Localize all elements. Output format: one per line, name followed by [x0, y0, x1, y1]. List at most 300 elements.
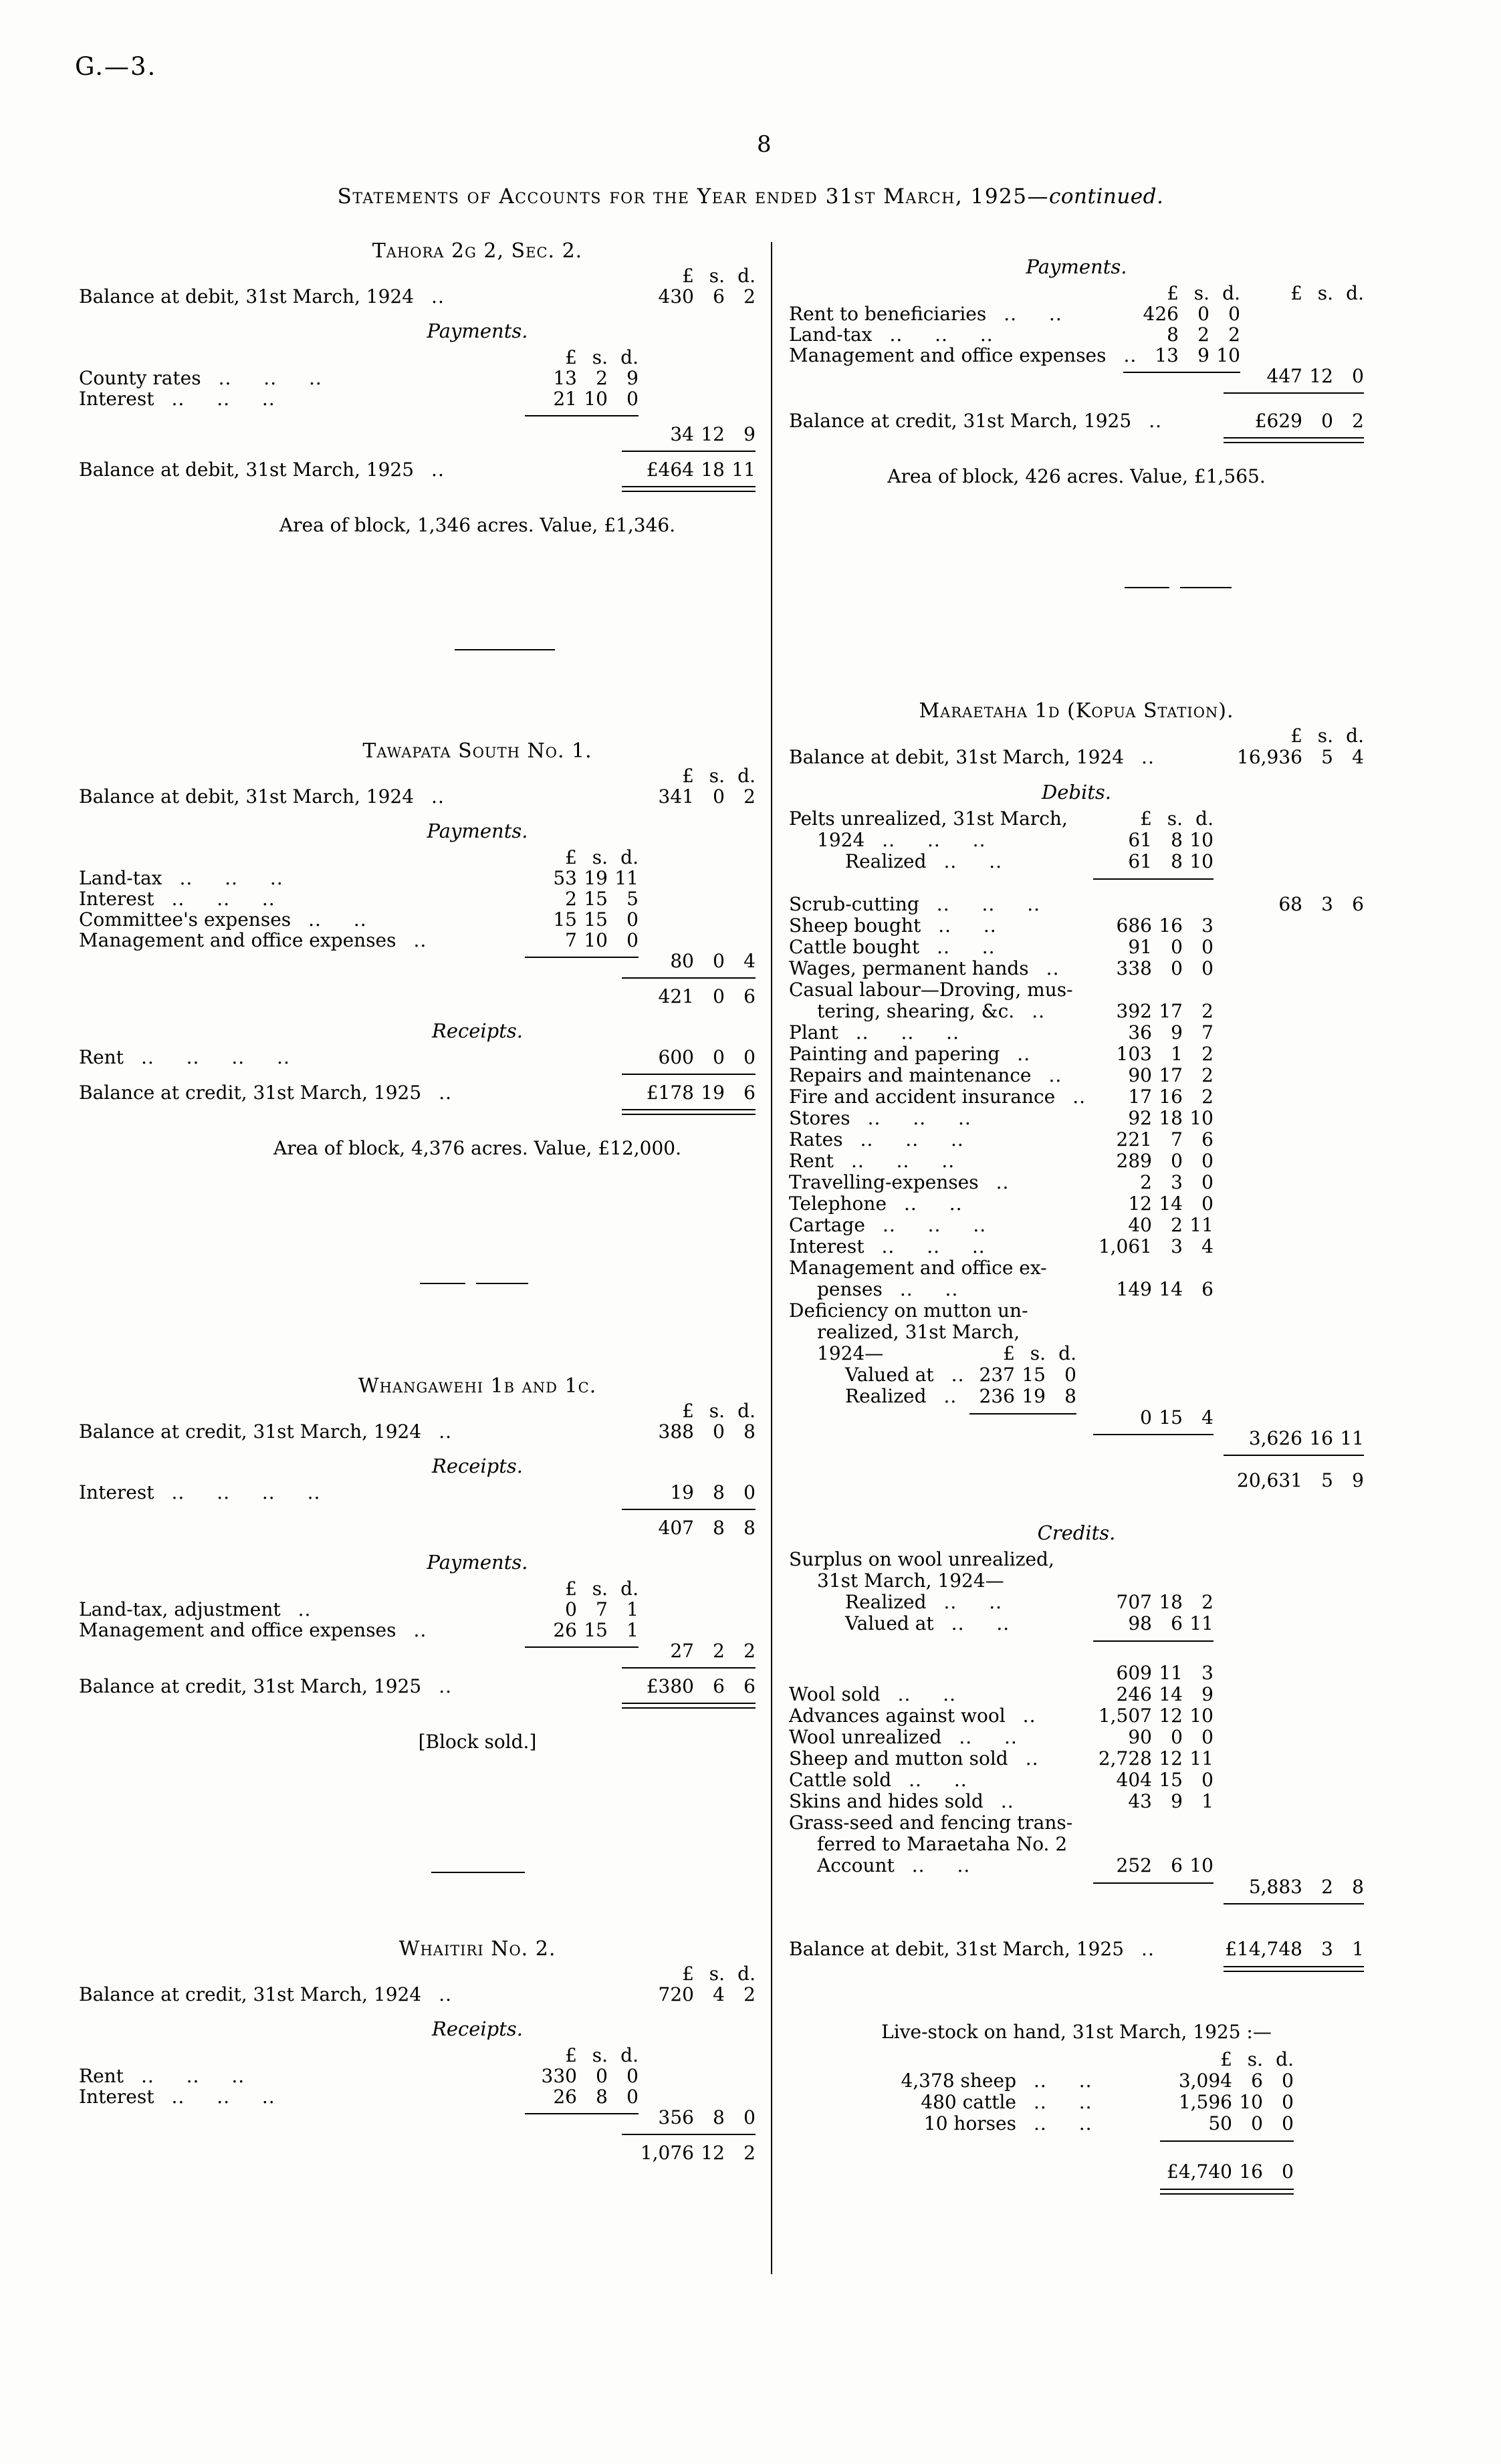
leader-dots: .. — [1072, 1086, 1086, 1108]
rule-line — [1093, 1882, 1214, 1884]
amount-part: d. — [737, 265, 756, 287]
amount-part: 6 — [743, 1082, 756, 1104]
ledger-line — [789, 850, 1364, 872]
note: Live-stock on hand, 31st March, 1925 :— — [881, 2021, 1272, 2043]
amount-part: 7 — [596, 1598, 608, 1620]
amount-part: 14 — [1159, 1278, 1183, 1300]
section-divider — [420, 1283, 528, 1284]
amount — [960, 1364, 1076, 1386]
amount-part: 2 — [1352, 410, 1364, 432]
amount-part: 9 — [1352, 1469, 1364, 1491]
amount-part: £ — [682, 765, 694, 787]
page-title-dash: — — [1027, 184, 1050, 209]
leader-dots: .. — [439, 1983, 453, 2005]
amount-part: 13 — [553, 367, 577, 389]
amount-part: £629 — [1254, 410, 1302, 432]
leader-dots: .. — [413, 1619, 427, 1641]
amount-part: 8 — [743, 1517, 756, 1539]
amount-part: 80 — [670, 950, 694, 972]
amount-part: s. — [1317, 725, 1333, 747]
subheading: Payments. — [1026, 255, 1127, 278]
amount-part: 16 — [1309, 1427, 1333, 1449]
amount — [522, 2044, 639, 2066]
amount-part: £464 — [646, 459, 694, 481]
amount — [1097, 914, 1214, 937]
amount-part: 1,507 — [1098, 1705, 1152, 1727]
amount-part: 2 — [1228, 324, 1240, 346]
ledger-line — [79, 985, 756, 1006]
rule-line — [1160, 2140, 1294, 2142]
rule — [789, 1896, 1364, 1918]
subheading: Receipts. — [432, 2017, 523, 2040]
ledger-label: Balance at debit, 31st March, 1925 — [789, 1938, 1125, 1960]
ledger-label: Sheep bought — [789, 914, 921, 937]
leader-dots: .. .. .. — [889, 324, 994, 346]
amount — [1097, 1683, 1214, 1705]
amount — [639, 950, 756, 972]
ledger-line — [789, 1043, 1364, 1064]
ledger-line — [789, 2070, 1364, 2091]
ledger-label: County rates — [79, 367, 201, 389]
subheading: Credits. — [1037, 1521, 1116, 1544]
amount-part: 14 — [1159, 1193, 1183, 1215]
section-divider — [1125, 587, 1232, 588]
ledger-line — [789, 2091, 1364, 2112]
amount — [1097, 1406, 1214, 1429]
ledger-label: Balance at credit, 31st March, 1925 — [789, 410, 1132, 432]
ledger-line — [789, 2048, 1364, 2070]
rule — [789, 1406, 1364, 1427]
section-tahora — [79, 239, 756, 535]
spacer — [789, 400, 1364, 410]
ledger-label: Plant — [789, 1021, 838, 1043]
rule — [789, 872, 1364, 893]
rule-line — [622, 1509, 756, 1510]
section-title: Maraetaha 1d (Kopua Station). — [919, 699, 1234, 723]
amount-part: 92 — [1128, 1107, 1152, 1129]
ledger-label: Management and office expenses — [79, 1619, 396, 1641]
amount — [639, 765, 756, 787]
ledger-line — [789, 1171, 1364, 1193]
amount-part: 68 — [1278, 893, 1302, 915]
amount-part: £4,740 — [1167, 2161, 1232, 2183]
amount — [522, 867, 639, 889]
amount — [639, 2106, 756, 2128]
amount-part: 8 — [1171, 850, 1183, 872]
amount-part: 0 — [713, 950, 725, 972]
amount-part: 26 — [553, 2086, 577, 2108]
amount-part: d. — [620, 1578, 639, 1600]
amount-part: 103 — [1116, 1043, 1152, 1065]
ledger-label: Balance at credit, 31st March, 1925 — [79, 1675, 422, 1697]
subheading: Receipts. — [432, 1019, 523, 1042]
leader-dots: .. .. — [937, 936, 996, 958]
amount — [639, 1640, 756, 1662]
ledger-line — [789, 746, 1364, 767]
amount-part: 0 — [1140, 1406, 1152, 1429]
amount-part: £ — [1220, 2048, 1232, 2070]
amount-part: 8 — [596, 2086, 608, 2108]
amount — [522, 1619, 639, 1641]
amount-part: 0 — [743, 1481, 756, 1503]
ledger-label: Land-tax — [789, 324, 873, 346]
ledger-line — [789, 1790, 1364, 1812]
ledger-line — [789, 1235, 1364, 1257]
amount-part: £ — [565, 2044, 577, 2066]
leader-dots: .. .. .. — [140, 2065, 245, 2087]
leader-dots: .. — [439, 1421, 453, 1443]
amount-part: 11 — [1189, 1214, 1214, 1236]
leader-dots: .. — [431, 459, 445, 481]
amount-part: 0 — [1171, 1726, 1183, 1748]
amount-part: s. — [592, 2044, 608, 2066]
ledger-line — [79, 346, 756, 367]
rule-line — [622, 977, 756, 979]
ledger-label: realized, 31st March, — [817, 1321, 1020, 1343]
ledger-line — [79, 1046, 756, 1067]
amount-part: 0 — [743, 2106, 756, 2128]
ledger-label: Fire and accident insurance — [789, 1086, 1056, 1108]
leader-dots: .. .. — [904, 1193, 963, 1215]
rule — [79, 1102, 756, 1117]
ledger-label: Interest — [789, 1235, 864, 1257]
amount-part: 27 — [670, 1640, 694, 1662]
ledger-line — [789, 1662, 1364, 1683]
double-rule-line — [622, 486, 756, 492]
amount — [1248, 282, 1364, 304]
amount-part: £ — [1167, 282, 1179, 304]
ledger-line — [79, 2142, 756, 2163]
ledger-label: Interest — [79, 2086, 154, 2108]
leader-dots: .. .. — [938, 914, 997, 937]
amount-part: d. — [620, 846, 639, 868]
amount-part: 330 — [541, 2065, 577, 2087]
amount-part: 6 — [1171, 1854, 1183, 1876]
leader-dots: .. — [439, 1082, 453, 1104]
amount-part: 447 — [1266, 365, 1302, 387]
ledger-line — [789, 1769, 1364, 1790]
amount — [1097, 1747, 1214, 1769]
amount-part: 61 — [1128, 850, 1152, 872]
amount-part: 9 — [1171, 1021, 1183, 1043]
amount-part: 18 — [1159, 1591, 1183, 1613]
amount-part: 6 — [743, 985, 756, 1007]
ledger-line — [789, 1278, 1364, 1300]
amount-part: 5 — [1321, 746, 1333, 768]
amount-part: 61 — [1128, 829, 1152, 851]
rule-line — [1224, 1903, 1364, 1904]
ledger-label: 1924— — [817, 1342, 884, 1364]
amount-part: 2 — [1201, 1043, 1214, 1065]
ledger-label: Casual labour—Droving, mus- — [789, 979, 1073, 1001]
amount — [1097, 1043, 1214, 1065]
amount-part: 8 — [1167, 324, 1179, 346]
ledger-label: Balance at debit, 31st March, 1925 — [79, 459, 415, 481]
amount-part: 252 — [1116, 1854, 1152, 1876]
ledger-label: ferred to Maraetaha No. 2 — [817, 1833, 1068, 1855]
amount-part: s. — [1247, 2048, 1263, 2070]
amount-part: 1 — [626, 1598, 639, 1620]
leader-dots: .. .. .. — [881, 1235, 986, 1257]
amount-part: 6 — [1201, 1278, 1214, 1300]
leader-dots: .. .. — [959, 1726, 1018, 1748]
amount — [1248, 365, 1364, 387]
ledger-line — [789, 1021, 1364, 1043]
amount-part: 15 — [584, 908, 608, 931]
amount-part: 0 — [1201, 957, 1214, 979]
amount-part: 9 — [1171, 1790, 1183, 1812]
amount — [1177, 2048, 1294, 2070]
leader-dots: .. .. .. — [882, 1214, 987, 1236]
amount-part: 388 — [658, 1421, 694, 1443]
amount-part: 0 — [1282, 2070, 1294, 2092]
amount-part: 14 — [1159, 1683, 1183, 1705]
amount — [1248, 1876, 1364, 1898]
amount — [639, 1517, 756, 1539]
amount — [639, 985, 756, 1007]
amount-part: 0 — [713, 985, 725, 1007]
amount — [1248, 893, 1364, 915]
note: Area of block, 4,376 acres. Value, £12,000. — [273, 1137, 682, 1159]
note: Area of block, 426 acres. Value, £1,565. — [887, 465, 1266, 487]
amount — [639, 1963, 756, 1985]
amount-part: 0 — [626, 2065, 639, 2087]
amount — [522, 846, 639, 868]
ledger-label: Land-tax — [79, 867, 162, 889]
amount-part: 4 — [1201, 1235, 1214, 1257]
amount-part: 6 — [1352, 893, 1364, 915]
ledger-label: 31st March, 1924— — [817, 1570, 1004, 1592]
amount-part: 16,936 — [1237, 746, 1302, 768]
rule-line — [525, 2113, 639, 2114]
ledger-line — [789, 1193, 1364, 1214]
amount-part: 8 — [713, 1517, 725, 1539]
ledger-line — [789, 1747, 1364, 1769]
amount-part: 3,094 — [1178, 2070, 1232, 2092]
amount-part: d. — [1346, 282, 1364, 304]
ledger-line — [789, 1938, 1364, 1959]
amount-part: 0 — [626, 2086, 639, 2108]
amount-part: s. — [709, 765, 725, 787]
section-divider — [455, 649, 555, 650]
rule — [79, 2127, 756, 2142]
amount-part: 2 — [1201, 1064, 1214, 1086]
spacer — [789, 2155, 1364, 2161]
amount — [1097, 1726, 1214, 1748]
amount-part: 0 — [1321, 410, 1333, 432]
amount-part: £14,748 — [1225, 1938, 1302, 1960]
amount-part: 91 — [1128, 936, 1152, 958]
amount — [1097, 829, 1214, 851]
leader-dots: .. .. .. .. — [171, 1481, 321, 1503]
ledger-label: Scrub-cutting — [789, 893, 919, 915]
leader-dots: .. .. .. — [171, 888, 275, 910]
amount-part: 356 — [658, 2106, 694, 2128]
leader-dots: .. — [1046, 957, 1060, 979]
amount-part: 53 — [553, 867, 577, 889]
ledger-line — [79, 1421, 756, 1441]
page-title — [0, 184, 1501, 209]
ledger-line — [79, 423, 756, 444]
ledger-line — [789, 936, 1364, 957]
amount-part: 8 — [743, 1421, 756, 1443]
rule-line — [622, 2134, 756, 2135]
subheading: Receipts. — [432, 1455, 523, 1477]
ledger-line — [789, 1107, 1364, 1128]
amount — [1097, 1662, 1214, 1684]
amount-part: 3 — [1321, 893, 1333, 915]
ledger-label: Advances against wool — [789, 1705, 1006, 1727]
ledger-label: Cartage — [789, 1214, 865, 1236]
ledger-line — [789, 2112, 1364, 2134]
ledger-line — [789, 1833, 1364, 1854]
amount-part: 2 — [1140, 1171, 1152, 1193]
rule — [79, 444, 756, 459]
rule — [789, 1876, 1364, 1896]
leader-dots: .. .. — [943, 1591, 1003, 1613]
rule — [789, 365, 1364, 386]
section-divider — [431, 1872, 525, 1873]
amount-part: 8 — [1064, 1385, 1076, 1407]
spacer — [789, 1918, 1364, 1938]
amount-part: 237 — [979, 1364, 1015, 1386]
ledger-line — [789, 1570, 1364, 1591]
amount-part: 10 — [1189, 850, 1214, 872]
amount-part: 98 — [1128, 1612, 1152, 1634]
double-rule-line — [1224, 1966, 1364, 1972]
amount — [639, 459, 756, 481]
ledger-label: Wool unrealized — [789, 1726, 942, 1748]
ledger-line — [789, 1591, 1364, 1612]
leader-dots: .. — [1141, 746, 1155, 768]
section-title: Whangawehi 1b and 1c. — [358, 1374, 597, 1398]
amount-part: 11 — [614, 867, 639, 889]
ledger-line — [79, 388, 756, 408]
amount-part: 2 — [1171, 1214, 1183, 1236]
ledger-line — [79, 765, 756, 785]
amount-part: 11 — [1159, 1662, 1183, 1684]
ledger-line — [789, 1128, 1364, 1150]
rule-line — [525, 1646, 639, 1648]
amount-part: 0 — [743, 1046, 756, 1068]
ledger-label: Skins and hides sold — [789, 1790, 984, 1812]
ledger-label: Interest — [79, 888, 154, 910]
leader-dots: .. — [431, 285, 445, 307]
amount-part: 4 — [743, 950, 756, 972]
amount — [639, 1983, 756, 2005]
leader-dots: .. .. — [897, 1683, 957, 1705]
amount — [522, 388, 639, 410]
leader-dots: .. — [1032, 1000, 1046, 1022]
amount-part: d. — [737, 1963, 756, 1985]
amount-part: 341 — [658, 785, 694, 808]
amount — [1097, 1769, 1214, 1791]
amount-part: 2,728 — [1098, 1747, 1152, 1769]
amount — [639, 1082, 756, 1104]
amount — [1097, 1107, 1214, 1129]
rule — [79, 1067, 756, 1082]
amount — [1097, 1705, 1214, 1727]
spacer — [789, 1981, 1364, 2001]
amount-part: s. — [592, 346, 608, 368]
amount-part: 2 — [1201, 1086, 1214, 1108]
ledger-label: Grass-seed and fencing trans- — [789, 1812, 1073, 1834]
ledger-line — [789, 829, 1364, 850]
ledger-label: 1924 — [817, 829, 865, 851]
amount-part: 0 — [1171, 957, 1183, 979]
amount-part: 246 — [1116, 1683, 1152, 1705]
ledger-line — [79, 265, 756, 285]
amount-part: 2 — [565, 888, 577, 910]
ledger-line — [789, 1064, 1364, 1086]
amount — [1237, 1469, 1364, 1491]
amount-part: 720 — [658, 1983, 694, 2005]
amount-part: 3 — [1201, 914, 1214, 937]
amount-part: d. — [737, 765, 756, 787]
ledger-label: Management and office expenses — [79, 929, 396, 951]
amount-part: 15 — [584, 1619, 608, 1641]
amount — [1097, 957, 1214, 979]
rule — [789, 2182, 1364, 2203]
amount-part: d. — [1195, 808, 1214, 830]
amount-part: d. — [620, 346, 639, 368]
rule — [79, 950, 756, 971]
amount-part: 1 — [626, 1619, 639, 1641]
ledger-label: Valued at — [845, 1612, 934, 1634]
amount — [1097, 1150, 1214, 1172]
ledger-label: Surplus on wool unrealized, — [789, 1548, 1054, 1570]
amount-part: d. — [1222, 282, 1240, 304]
rule-line — [1093, 1640, 1214, 1642]
amount — [639, 265, 756, 287]
section-title: Tawapata South No. 1. — [362, 739, 592, 763]
amount-part: 26 — [553, 1619, 577, 1641]
rule-line — [1093, 878, 1214, 880]
amount-part: 149 — [1116, 1278, 1152, 1300]
ledger-line — [789, 303, 1364, 324]
ledger-line — [79, 2086, 756, 2106]
amount-part: 289 — [1116, 1150, 1152, 1172]
ledger-line — [789, 1214, 1364, 1235]
leader-dots: .. .. .. — [882, 829, 986, 851]
rule-line — [1123, 372, 1240, 373]
amount-part: 10 — [584, 929, 608, 951]
amount — [1097, 1064, 1214, 1086]
ledger-label: Interest — [79, 388, 154, 410]
amount-part: 0 — [1064, 1364, 1076, 1386]
amount-part: £ — [565, 1578, 577, 1600]
ledger-line — [789, 979, 1364, 1000]
amount-part: £ — [1290, 725, 1302, 747]
amount — [1225, 1938, 1364, 1960]
amount — [639, 1046, 756, 1068]
amount-part: 0 — [1201, 1726, 1214, 1748]
amount-part: 707 — [1116, 1591, 1152, 1613]
ledger-label: 10 horses — [923, 2112, 1016, 2134]
amount-part: 7 — [1201, 1021, 1214, 1043]
amount-part: 2 — [1197, 324, 1209, 346]
ledger-line — [79, 908, 756, 929]
amount-part: 11 — [731, 459, 756, 481]
ledger-line — [789, 1150, 1364, 1171]
ledger-line — [79, 1598, 756, 1619]
ledger-label: Interest — [79, 1481, 154, 1503]
amount — [522, 367, 639, 389]
amount — [1248, 1427, 1364, 1449]
leader-dots: .. — [413, 929, 427, 951]
ledger-line — [789, 808, 1364, 829]
amount-part: £380 — [646, 1675, 694, 1697]
